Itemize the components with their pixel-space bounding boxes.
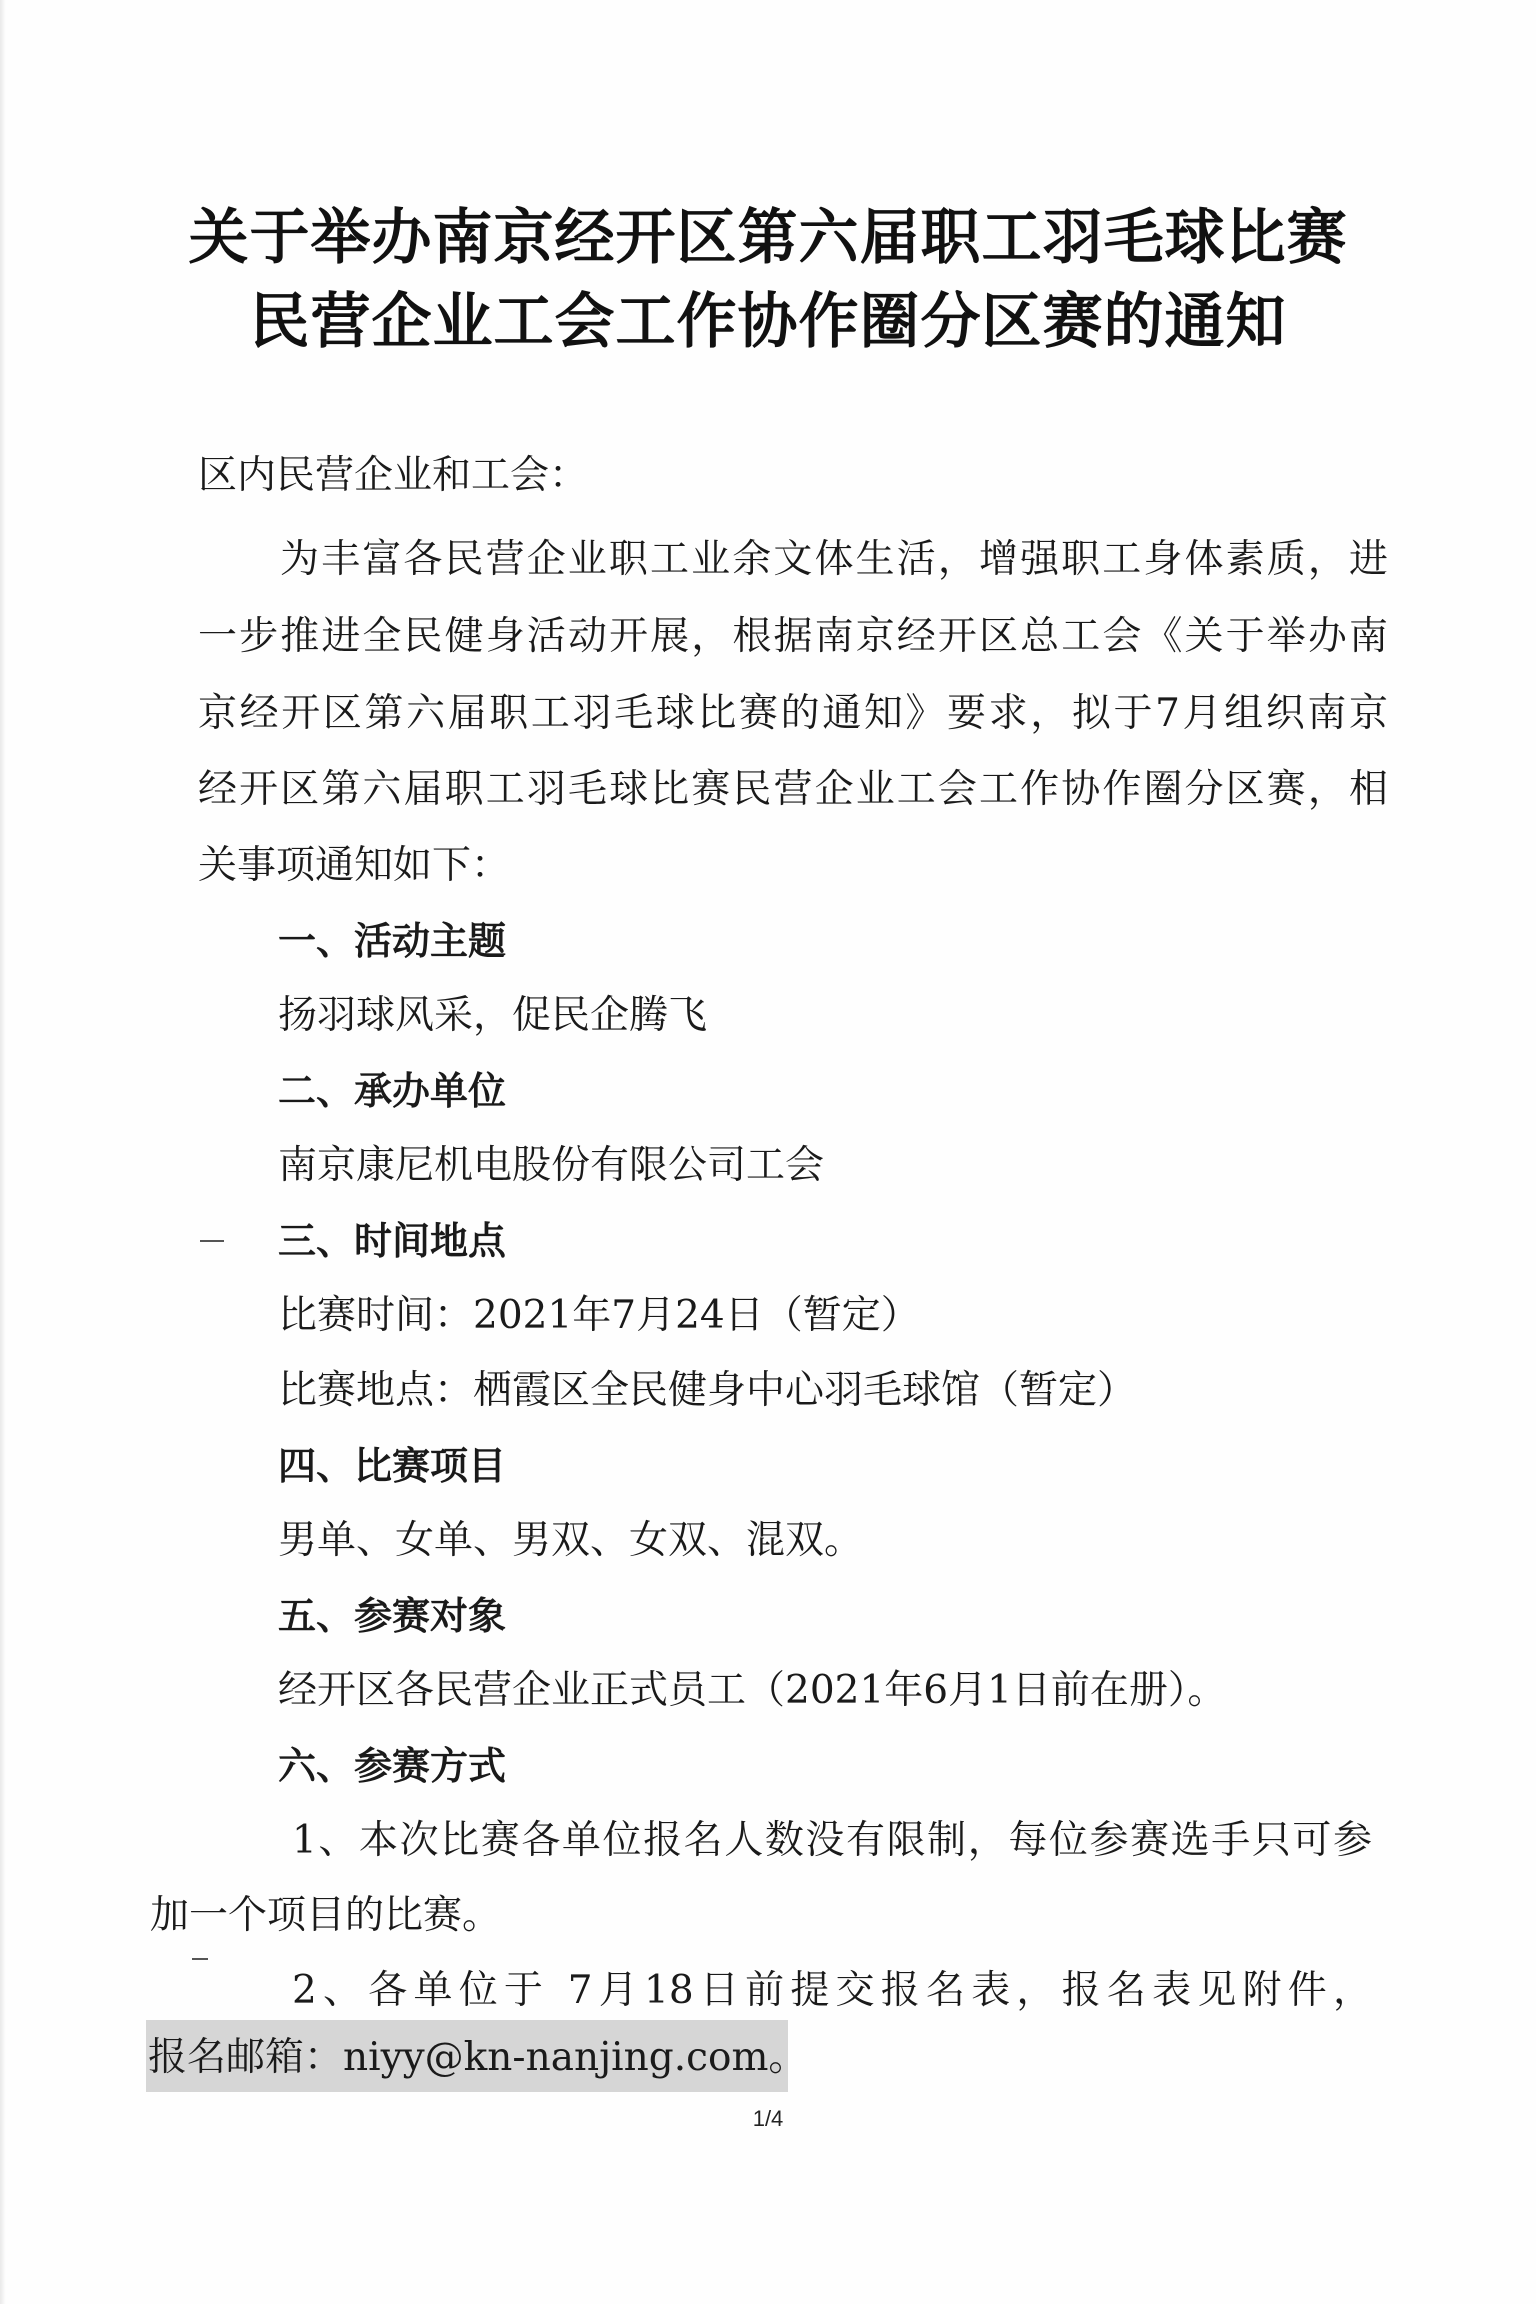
section-4-text: 男单、女单、男双、女双、混双。 <box>278 1518 864 1563</box>
section-6-item-1-line-1: 1、本次比赛各单位报名人数没有限制，每位参赛选手只可参 <box>292 1818 1372 1863</box>
section-2-text: 南京康尼机电股份有限公司工会 <box>278 1143 825 1188</box>
intro-line-2: 一步推进全民健身活动开展，根据南京经开区总工会《关于举办南 <box>198 614 1388 659</box>
intro-line-1: 为丰富各民营企业职工业余文体生活，增强职工身体素质，进 <box>280 537 1388 582</box>
intro-line-5: 关事项通知如下： <box>198 843 511 888</box>
section-1-text: 扬羽球风采，促民企腾飞 <box>278 993 708 1038</box>
section-3-heading: 三、时间地点 <box>278 1219 507 1263</box>
section-5-heading: 五、参赛对象 <box>278 1594 507 1638</box>
registration-email: 报名邮箱：niyy@kn-nanjing.com。 <box>148 2035 808 2080</box>
section-6-item-1-line-2: 加一个项目的比赛。 <box>150 1893 502 1938</box>
page-number: 1/4 <box>752 2106 784 2131</box>
intro-line-4: 经开区第六届职工羽毛球比赛民营企业工会工作协作圈分区赛，相 <box>198 767 1388 812</box>
title-line-2: 民营企业工会工作协作圈分区赛的通知 <box>249 287 1287 357</box>
section-1-heading: 一、活动主题 <box>278 919 507 963</box>
section-2-heading: 二、承办单位 <box>278 1069 507 1113</box>
section-4-heading: 四、比赛项目 <box>278 1444 507 1488</box>
title-line-1: 关于举办南京经开区第六届职工羽毛球比赛 <box>188 203 1348 273</box>
section-3-place: 比赛地点：栖霞区全民健身中心羽毛球馆（暂定） <box>278 1368 1137 1413</box>
scan-mark <box>200 1240 224 1242</box>
section-6-item-2-line-1: 2、各单位于 7月18日前提交报名表，报名表见附件， <box>292 1968 1372 2013</box>
section-5-text: 经开区各民营企业正式员工（2021年6月1日前在册）。 <box>278 1668 1227 1713</box>
salutation: 区内民营企业和工会： <box>198 453 589 498</box>
section-3-time: 比赛时间：2021年7月24日（暂定） <box>278 1293 920 1338</box>
intro-line-3: 京经开区第六届职工羽毛球比赛的通知》要求，拟于7月组织南京 <box>198 691 1388 736</box>
section-6-heading: 六、参赛方式 <box>278 1744 507 1788</box>
scan-mark <box>192 1958 208 1960</box>
